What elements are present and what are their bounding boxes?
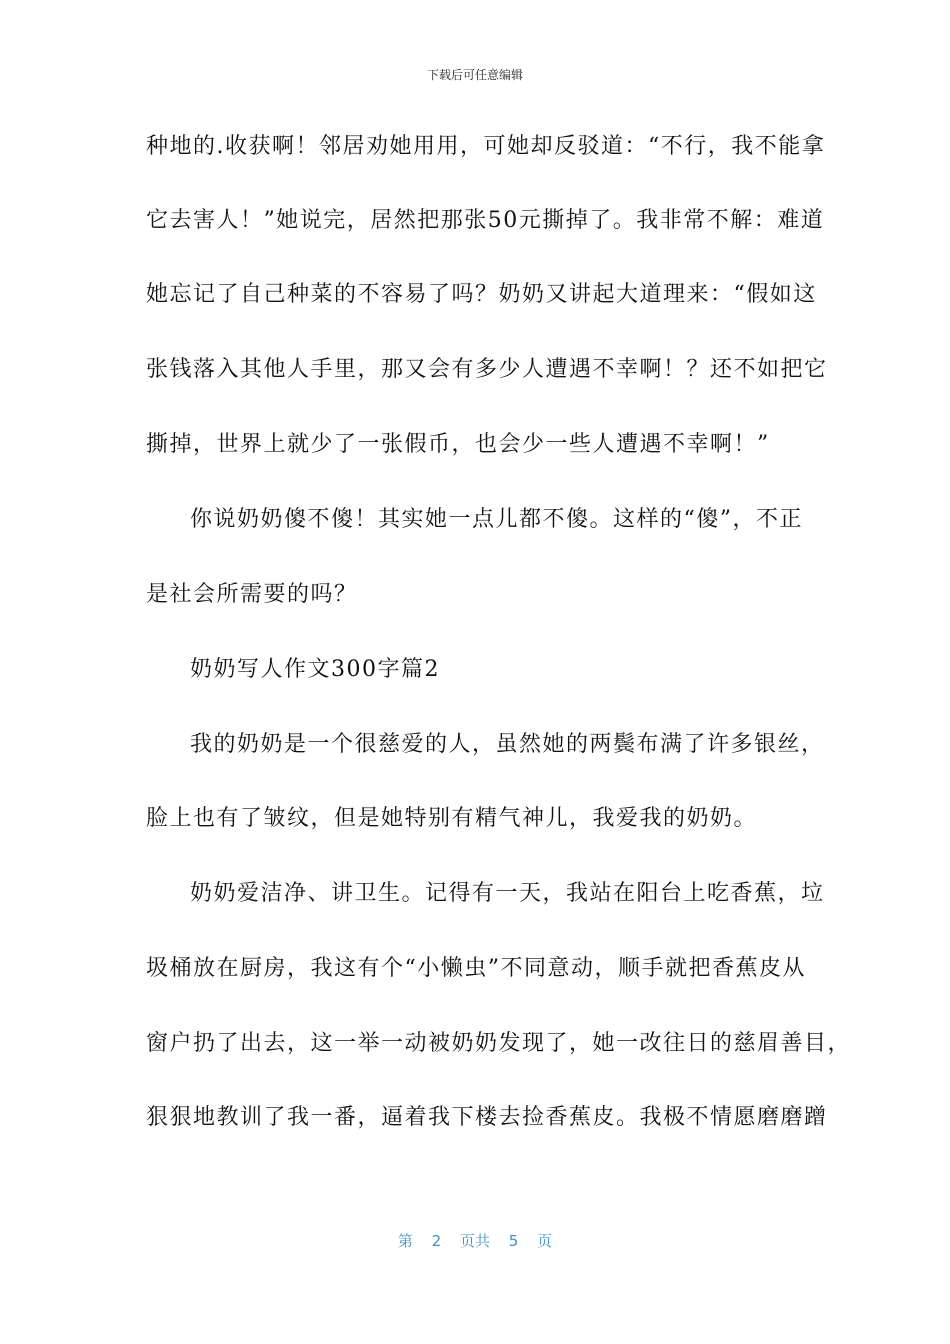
paragraph-line-9: 我的奶奶是一个很慈爱的人，虽然她的两鬓布满了许多银丝， xyxy=(190,732,825,757)
page-header-note: 下载后可任意编辑 xyxy=(426,68,523,82)
body-line-7: 是社会所需要的吗？ xyxy=(146,582,358,607)
paragraph-line-11: 奶奶爱洁净、讲卫生。记得有一天，我站在阳台上吃香蕉，垃 xyxy=(190,881,825,906)
body-line-14: 狠狠地教训了我一番，逼着我下楼去捡香蕉皮。我极不情愿磨磨蹭 xyxy=(146,1105,828,1130)
body-line-10: 脸上也有了皱纹，但是她特别有精气神儿，我爱我的奶奶。 xyxy=(146,806,758,831)
paragraph-line-6: 你说奶奶傻不傻！其实她一点儿都不傻。这样的“傻”，不正 xyxy=(190,507,803,532)
body-line-4: 张钱落入其他人手里，那又会有多少人遭遇不幸啊！？还不如把它 xyxy=(146,357,828,382)
body-line-13: 窗户扔了出去，这一举一动被奶奶发现了，她一改往日的慈眉善目， xyxy=(146,1031,852,1056)
body-line-3: 她忘记了自己种菜的不容易了吗？奶奶又讲起大道理来：“假如这 xyxy=(146,282,817,307)
section-heading: 奶奶写人作文300字篇2 xyxy=(190,657,440,682)
body-line-2: 它去害人！”她说完，居然把那张50元撕掉了。我非常不解：难道 xyxy=(146,208,825,233)
body-line-1: 种地的.收获啊！邻居劝她用用，可她却反驳道：“不行，我不能拿 xyxy=(146,134,826,159)
body-line-12: 圾桶放在厨房，我这有个“小懒虫”不同意动，顺手就把香蕉皮从 xyxy=(146,956,806,981)
page-number-footer: 第 2 页共 5 页 xyxy=(397,1232,553,1250)
body-line-5: 撕掉，世界上就少了一张假币，也会少一些人遭遇不幸啊！” xyxy=(146,432,770,457)
